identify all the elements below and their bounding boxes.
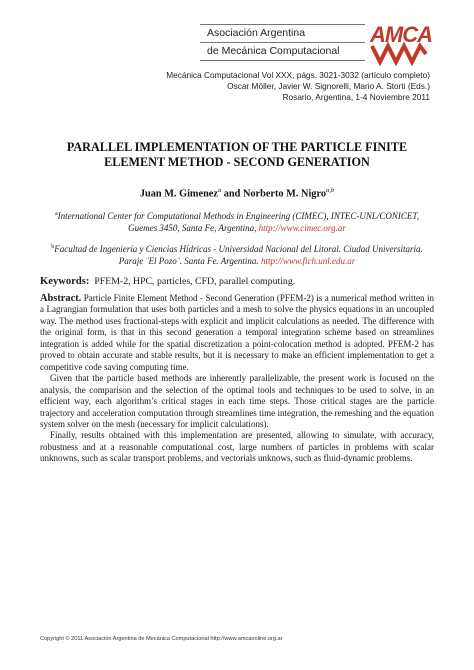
- abstract-paragraph: Finally, results obtained with this implementation are presented, allowing to simulate, with accuracy, robustness and at a reasonable computational cost, large numbers of particles in problems with scalar unknowns, such as scalar transport problems, and vectorials unknows, such as fluid-dynamic problems.: [40, 430, 434, 464]
- org-name-line2: de Mecánica Computacional: [200, 42, 365, 61]
- amca-logo: [370, 22, 432, 66]
- publication-volume: Mecánica Computacional Vol XXX, págs. 3021-3032 (artículo completo): [166, 70, 430, 80]
- publication-info: [166, 70, 430, 103]
- amca-logo-text: AMCA: [370, 22, 432, 47]
- paper-title-line2: ELEMENT METHOD - SECOND GENERATION: [104, 154, 370, 169]
- paper-authors: [40, 187, 434, 199]
- keywords: [40, 276, 434, 287]
- paper-title: [40, 140, 434, 169]
- amca-logo-wave-icon: [370, 40, 428, 66]
- publication-editors: Oscar Möller, Javier W. Signorelli, Mario A. Storti (Eds.): [227, 81, 430, 91]
- author-affil-mark: a: [217, 187, 222, 194]
- affiliation-mark: a: [55, 211, 58, 217]
- abstract-paragraph: Given that the particle based methods are inherently parallelizable, the present work is focused on the analysis, the comparison and the selection of the optimal tools and techniques to be used to solve, in an efficient way, each algorithm’s critical stages in each time steps. Those critical stages are the particle trajectory and acceleration computation through streamlines time integration, the remeshing and the equation system solver on the mesh (necessary for implicit calculations).: [40, 373, 434, 429]
- keywords-list: PFEM-2, HPC, particles, CFD, parallel computing.: [94, 276, 296, 287]
- author-separator: and: [221, 188, 243, 200]
- author-name: Juan M. Gimenez: [139, 188, 218, 200]
- affiliation: [40, 208, 434, 234]
- abstract: [40, 293, 434, 465]
- abstract-paragraph: [40, 293, 434, 373]
- copyright-footer: Copyright © 2011 Asociación Argentina de Mecánica Computacional http://www.amcaonline.org.ar: [40, 636, 283, 642]
- org-name-line1: Asociación Argentina: [200, 24, 365, 42]
- affiliation-url-link[interactable]: http://www.fich.unl.edu.ar: [260, 256, 356, 266]
- affiliation-url-link[interactable]: http://www.cimec.org.ar: [258, 223, 346, 233]
- keywords-label: Keywords:: [40, 276, 90, 287]
- affiliation: [40, 241, 434, 267]
- abstract-text: Particle Finite Element Method - Second Generation (PFEM-2) is a numerical method written in a Lagrangian formulation that uses both particles and a mesh to solve the physics equations in an uncoupled way. The method uses fractional-steps with explicit and implicit calculations as needed. The difference with the original form, is that in this second generation a temporal integration scheme based on streamlines integration is added while for the spatial discretization a point-colocation method is adopted. PFEM-2 has proved to obtain accurate and stable results, but it is necessary to make an efficient implementation to get a competitive code saving computing time.: [40, 293, 434, 372]
- abstract-label: Abstract.: [40, 293, 82, 304]
- affiliation-line: International Center for Computational Methods in Engineering (CIMEC), INTEC-UNL/CONICET,: [57, 211, 419, 221]
- paper-title-line1: PARALLEL IMPLEMENTATION OF THE PARTICLE FINITE: [66, 140, 408, 154]
- publication-venue: Rosario, Argentina, 1-4 Noviembre 2011: [282, 92, 430, 102]
- affiliation-line: Guemes 3450, Santa Fe, Argentina,: [128, 223, 259, 233]
- journal-header: [200, 24, 365, 61]
- author-name: Norberto M. Nigro: [242, 188, 326, 200]
- affiliation-line: Facultad de Ingeniería y Ciencias Hídricas - Universidad Nacional del Litoral. Ciudad Universitaria.: [54, 244, 423, 254]
- affiliation-line: Paraje ¨El Pozo¨. Santa Fe. Argentina.: [118, 256, 261, 266]
- author-affil-mark: a,b: [326, 187, 335, 194]
- affiliation-mark: b: [51, 244, 55, 250]
